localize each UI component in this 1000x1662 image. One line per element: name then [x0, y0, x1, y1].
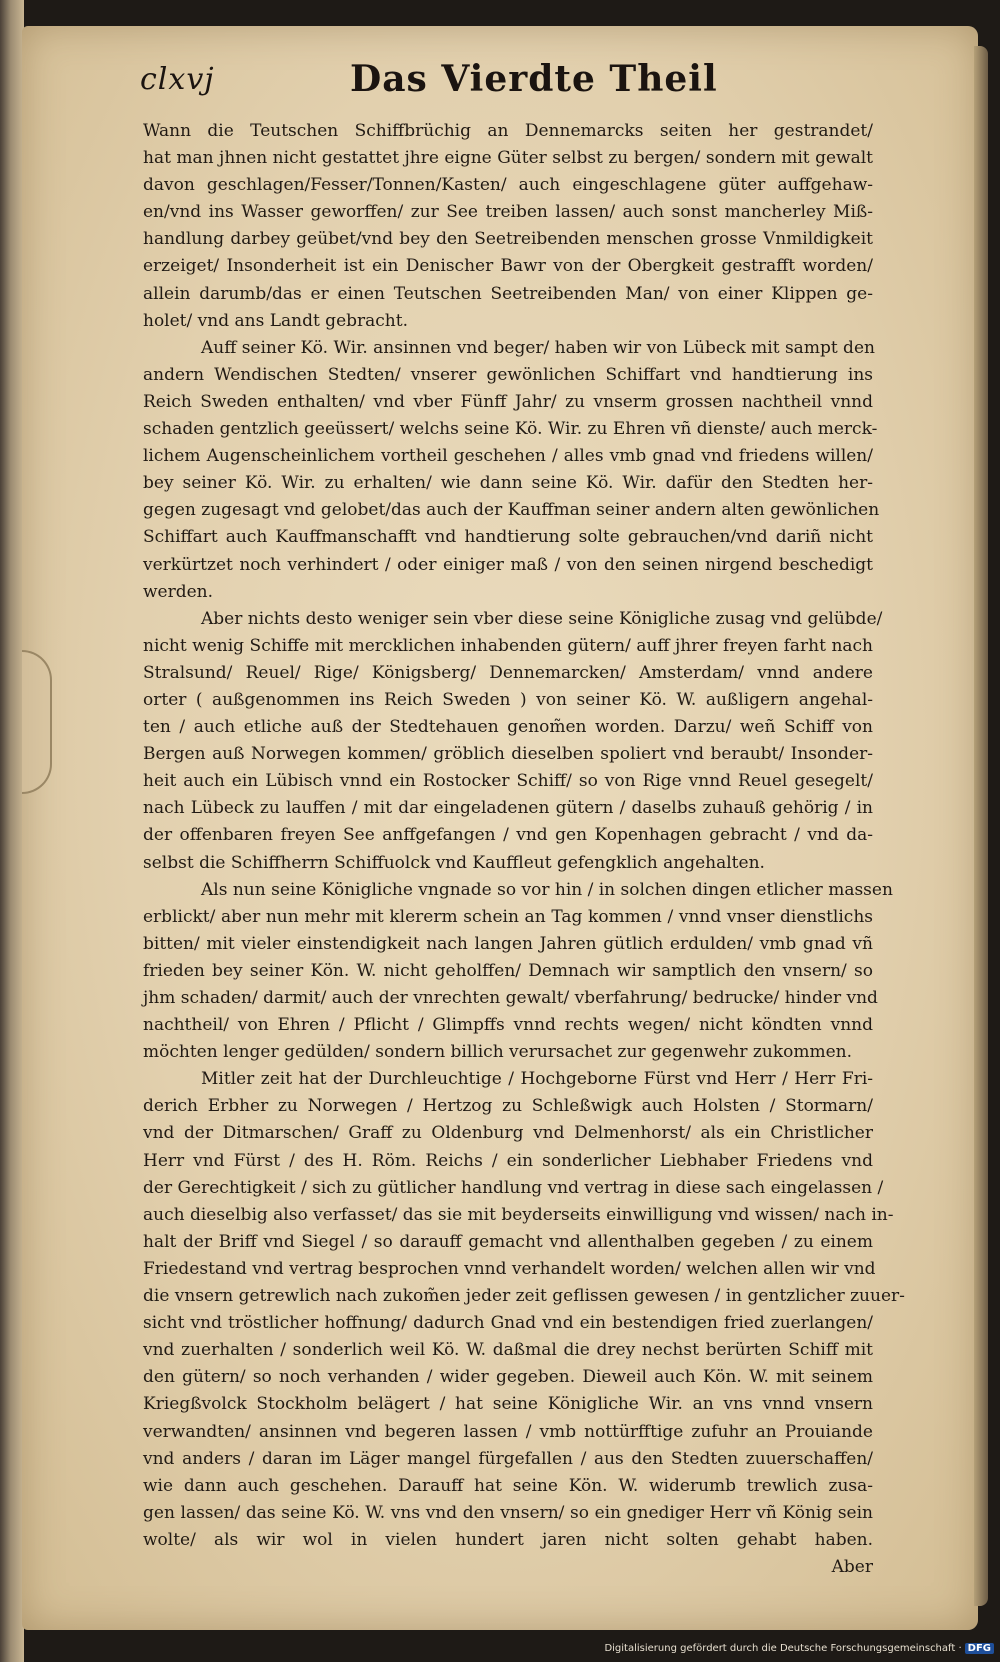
text-line: gen lassen/ das seine Kö. W. vns vnd den vnsern/ so ein gnediger Herr vñ König sein: [143, 1502, 873, 1523]
catchword: Aber: [831, 1556, 873, 1577]
text-line: Friedestand vnd vertrag besprochen vnnd verhandelt worden/ welchen allen wir vnd: [143, 1258, 876, 1279]
text-line: Mitler zeit hat der Durchleuchtige / Hochgeborne Fürst vnd Herr / Herr Fri-: [201, 1069, 873, 1090]
text-line: Reich Sweden enthalten/ vnd vber Fünff Jahr/ zu vnserm grossen nachtheil vnnd: [143, 391, 873, 412]
text-line: bitten/ mit vieler einstendigkeit nach langen Jahren gütlich erdulden/ vmb gnad vñ: [143, 933, 873, 954]
text-line: verkürtzet noch verhindert / oder einiger maß / von den seinen nirgend beschedigt: [143, 554, 873, 575]
text-line: Stralsund/ Reuel/ Rige/ Königsberg/ Dennemarcken/ Amsterdam/ vnnd andere: [143, 662, 873, 683]
text-line: holet/ vnd ans Landt gebracht.: [143, 310, 408, 331]
body-text: [143, 118, 905, 1581]
text-line: derich Erbher zu Norwegen / Hertzog zu Schleßwigk auch Holsten / Stormarn/: [143, 1096, 873, 1117]
text-line: erblickt/ aber nun mehr mit klererm schein an Tag kommen / vnnd vnser dienstlichs: [143, 906, 873, 927]
text-line: wolte/ als wir wol in vielen hundert jaren nicht solten gehabt haben.: [143, 1529, 873, 1550]
text-line: wie dann auch geschehen. Darauff hat seine Kön. W. widerumb trewlich zusa-: [143, 1475, 873, 1496]
text-line: möchten lenger gedülden/ sondern billich verursachet zur gegenwehr zukommen.: [143, 1042, 853, 1063]
text-line: auch dieselbig also verfasset/ das sie mit beyderseits einwilligung vnd wissen/ nach in-: [143, 1204, 894, 1225]
text-line: Auff seiner Kö. Wir. ansinnen vnd beger/ haben wir von Lübeck mit sampt den: [201, 337, 875, 358]
text-line: orter ( außgenommen ins Reich Sweden ) von seiner Kö. W. außligern angehal-: [143, 689, 873, 710]
text-line: erzeiget/ Insonderheit ist ein Denischer Bawr von der Obergkeit gestrafft worden/: [143, 256, 873, 277]
text-line: Als nun seine Königliche vngnade so vor hin / in solchen dingen etlicher massen: [201, 879, 893, 900]
text-line: Aber nichts desto weniger sein vber diese seine Königliche zusag vnd gelübde/: [201, 608, 883, 629]
text-line: en/vnd ins Wasser geworffen/ zur See treiben lassen/ auch sonst mancherley Miß-: [143, 202, 873, 223]
text-line: gegen zugesagt vnd gelobet/das auch der Kauffman seiner andern alten gewönlichen: [143, 500, 880, 521]
book-clasp-strap: [22, 650, 52, 794]
running-head: Das Vierdte Theil: [350, 58, 718, 100]
text-line: andern Wendischen Stedten/ vnserer gewönlichen Schiffart vnd handtierung ins: [143, 364, 873, 385]
folio-number: clxvj: [140, 62, 215, 97]
text-line: lichem Augenscheinlichem vortheil geschehen / alles vmb gnad vnd friedens willen/: [143, 446, 873, 467]
text-line: Kriegßvolck Stockholm belägert / hat seine Königliche Wir. an vns vnnd vnsern: [143, 1394, 873, 1415]
text-line: handlung darbey geübet/vnd bey den Seetreibenden menschen grosse Vnmildigkeit: [143, 229, 873, 250]
digitization-credit: [604, 1643, 994, 1654]
text-line: allein darumb/das er einen Teutschen Seetreibenden Man/ von einer Klippen ge-: [143, 283, 873, 304]
text-line: davon geschlagen/Fesser/Tonnen/Kasten/ auch eingeschlagene güter auffgehaw-: [143, 175, 873, 196]
text-line: selbst die Schiffherrn Schiffuolck vnd Kauffleut gefengklich angehalten.: [143, 852, 765, 873]
text-line: ten / auch etliche auß der Stedtehauen genom̃en worden. Darzu/ weñ Schiff von: [143, 717, 873, 738]
text-line: die vnsern getrewlich nach zukom̃en jeder zeit geflissen gewesen / in gentzlicher zuuer-: [143, 1286, 905, 1307]
text-line: vnd anders / daran im Läger mangel fürgefallen / aus den Stedten zuuerschaffen/: [143, 1448, 873, 1469]
text-line: jhm schaden/ darmit/ auch der vnrechten gewalt/ vberfahrung/ bedrucke/ hinder vnd: [143, 988, 878, 1008]
text-line: vnd zuerhalten / sonderlich weil Kö. W. daßmal die drey nechst berürten Schiff mit: [143, 1340, 873, 1361]
text-line: nach Lübeck zu lauffen / mit dar eingeladenen gütern / daselbs zuhauß gehörig / in: [143, 798, 873, 819]
text-line: werden.: [143, 581, 214, 602]
text-line: sicht vnd tröstlicher hoffnung/ dadurch Gnad vnd ein bestendigen fried zuerlangen/: [143, 1313, 873, 1334]
text-line: Wann die Teutschen Schiffbrüchig an Dennemarcks seiten her gestrandet/: [143, 121, 873, 141]
credit-text: Digitalisierung gefördert durch die Deutsche Forschungsgemeinschaft ·: [604, 1643, 962, 1654]
text-line: frieden bey seiner Kön. W. nicht geholffen/ Demnach wir samptlich den vnsern/ so: [143, 960, 873, 981]
text-line: den gütern/ so noch verhanden / wider gegeben. Dieweil auch Kön. W. mit seinem: [143, 1367, 873, 1388]
text-line: schaden gentzlich geeüssert/ welchs seine Kö. Wir. zu Ehren vñ dienste/ auch merck-: [143, 419, 878, 440]
text-line: halt der Briff vnd Siegel / so darauff gemacht vnd allenthalben gegeben / zu einem: [143, 1231, 873, 1252]
text-line: der offenbaren freyen See anffgefangen / vnd gen Kopenhagen gebracht / vnd da-: [143, 825, 873, 846]
text-line: der Gerechtigkeit / sich zu gütlicher handlung vnd vertrag in diese sach eingelassen /: [143, 1177, 884, 1198]
text-line: Schiffart auch Kauffmanschafft vnd handtierung solte gebrauchen/vnd dariñ nicht: [143, 527, 873, 548]
page-edge-stack: [0, 0, 24, 1662]
text-line: verwandten/ ansinnen vnd begeren lassen / vmb nottürfftige zufuhr an Prouiande: [143, 1421, 873, 1442]
text-line: Herr vnd Fürst / des H. Röm. Reichs / ein sonderlicher Liebhaber Friedens vnd: [143, 1150, 873, 1171]
text-line: bey seiner Kö. Wir. zu erhalten/ wie dann seine Kö. Wir. dafür den Stedten her-: [143, 473, 873, 494]
text-line: Bergen auß Norwegen kommen/ gröblich dieselben spoliert vnd beraubt/ Insonder-: [143, 744, 873, 765]
text-line: nicht wenig Schiffe mit mercklichen inhabenden gütern/ auff jhrer freyen farht nach: [143, 635, 873, 656]
text-line: heit auch ein Lübisch vnnd ein Rostocker Schiff/ so von Rige vnnd Reuel gesegelt/: [143, 771, 873, 792]
dfg-logo: DFG: [965, 1643, 994, 1654]
text-line: hat man jhnen nicht gestattet jhre eigne Güter selbst zu bergen/ sondern mit gewalt: [143, 148, 873, 169]
text-line: nachtheil/ von Ehren / Pflicht / Glimpffs vnnd rechts wegen/ nicht köndten vnnd: [143, 1015, 873, 1036]
text-line: vnd der Ditmarschen/ Graff zu Oldenburg vnd Delmenhorst/ als ein Christlicher: [143, 1123, 873, 1144]
